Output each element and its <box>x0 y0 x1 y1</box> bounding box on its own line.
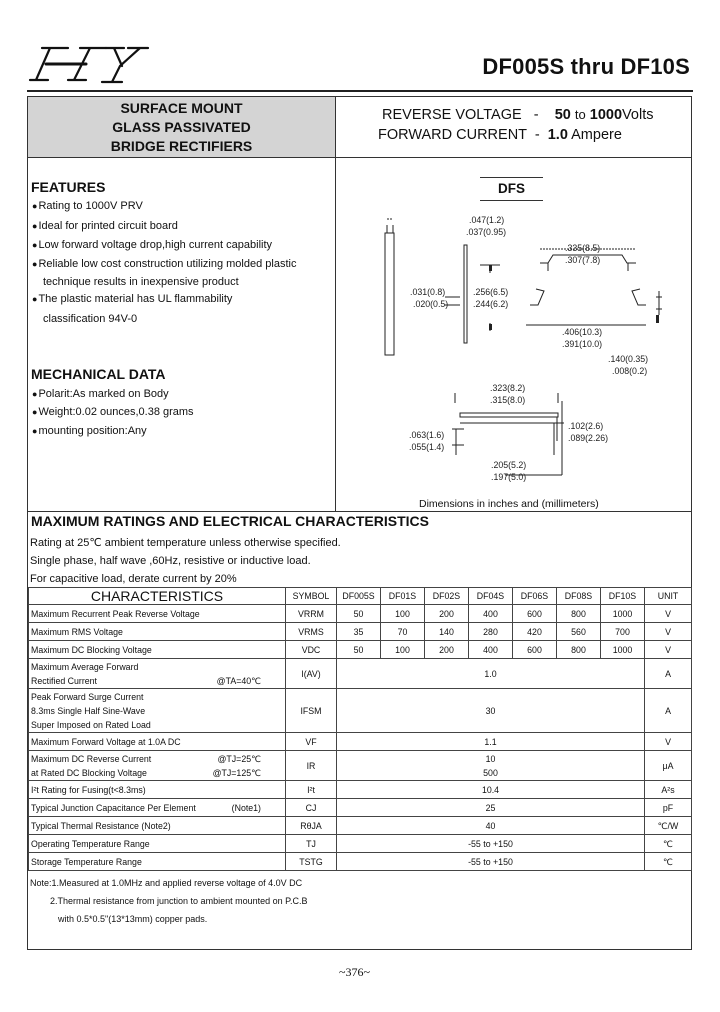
row-label: Maximum Forward Voltage at 1.0A DC <box>29 733 286 751</box>
rating-condition-note: Single phase, half wave ,60Hz, resistive or inductive load. <box>30 555 311 567</box>
footnote: Note:1.Measured at 1.0MHz and applied reverse voltage of 4.0V DC <box>30 878 303 888</box>
row-unit: V <box>645 641 692 659</box>
header-part: DF02S <box>425 588 469 605</box>
table-row <box>29 781 692 799</box>
cell-value: 100 <box>381 605 425 623</box>
cell-value: 1000 <box>601 641 645 659</box>
footnote: with 0.5*0.5"(13*13mm) copper pads. <box>58 914 208 924</box>
row-label <box>29 689 286 733</box>
cell-value: 70 <box>381 623 425 641</box>
feature-item: ●Low forward voltage drop,high current capability <box>32 239 273 251</box>
reverse-voltage-max: 1000 <box>589 107 623 123</box>
row-label-line: Rectified Current <box>31 675 98 686</box>
dimension-label: .008(0.2) <box>612 366 648 376</box>
description-line: GLASS PASSIVATED <box>112 118 251 135</box>
cell-value: -55 to +150 <box>337 853 645 871</box>
electrical-rating-box <box>336 97 691 158</box>
row-symbol: TJ <box>286 835 337 853</box>
header-part: DF08S <box>557 588 601 605</box>
cell-value: 600 <box>513 641 557 659</box>
cell-value: 400 <box>469 641 513 659</box>
row-label-line: Super Imposed on Rated Load <box>31 719 151 730</box>
row-condition: @TA=40℃ <box>216 675 261 686</box>
row-label: Storage Temperature Range <box>29 853 286 871</box>
part-range-title: DF005S thru DF10S <box>482 54 690 79</box>
table-row <box>29 733 692 751</box>
product-description-box <box>28 97 336 158</box>
table-row <box>29 817 692 835</box>
dimension-label: .089(2.26) <box>568 433 609 443</box>
package-name-label: DFS <box>480 177 543 201</box>
cell-value: 800 <box>557 605 601 623</box>
dash: - <box>533 107 539 123</box>
row-label <box>29 659 286 689</box>
header-part: DF06S <box>513 588 557 605</box>
feature-item: ●The plastic material has UL flammability <box>32 293 233 305</box>
row-label-line: Typical Junction Capacitance Per Element <box>31 802 196 813</box>
row-unit: μA <box>645 751 692 781</box>
row-label: Operating Temperature Range <box>29 835 286 853</box>
dimension-label: .047(1.2) <box>469 215 505 225</box>
row-label-line: Maximum Average Forward <box>31 661 139 672</box>
header-part: DF10S <box>601 588 645 605</box>
header-characteristics: CHARACTERISTICS <box>29 588 286 605</box>
cell-value: 100 <box>381 641 425 659</box>
row-condition: @TJ=25℃ <box>217 753 261 764</box>
row-label <box>29 751 286 781</box>
dimension-label: .307(7.8) <box>565 255 601 265</box>
dash: - <box>534 127 540 143</box>
cell-value: 700 <box>601 623 645 641</box>
row-symbol: I(AV) <box>286 659 337 689</box>
row-unit: ℃/W <box>645 817 692 835</box>
row-label-line: 8.3ms Single Half Sine-Wave <box>31 705 146 716</box>
row-unit: V <box>645 733 692 751</box>
cell-value: 560 <box>557 623 601 641</box>
row-condition: @TJ=125℃ <box>212 767 261 778</box>
row-label-line: Maximum DC Reverse Current <box>31 753 152 764</box>
dimension-label: .391(10.0) <box>562 339 603 349</box>
dimension-label: .140(0.35) <box>608 354 649 364</box>
svg-text:HY: HY <box>28 87 30 88</box>
forward-current-value: 1.0 <box>547 127 568 143</box>
dimension-label: .197(5.0) <box>491 472 527 482</box>
dimension-label: .323(8.2) <box>490 383 526 393</box>
characteristics-table <box>28 587 692 871</box>
cell-value: 1.1 <box>337 733 645 751</box>
table-row <box>29 799 692 817</box>
row-unit: A <box>645 689 692 733</box>
row-unit: A <box>645 659 692 689</box>
dimension-label: .037(0.95) <box>466 227 507 237</box>
row-symbol: I²t <box>286 781 337 799</box>
forward-current-line <box>378 127 622 143</box>
cell-value: 200 <box>425 605 469 623</box>
reverse-voltage-label: REVERSE VOLTAGE <box>382 107 522 123</box>
max-ratings-heading: MAXIMUM RATINGS AND ELECTRICAL CHARACTERISTICS <box>31 513 429 529</box>
cell-value: 1000 <box>601 605 645 623</box>
row-symbol: CJ <box>286 799 337 817</box>
row-condition: (Note1) <box>231 802 261 813</box>
cell-value-line: 10 <box>485 753 496 764</box>
dimension-label: .020(0.5) <box>413 299 449 309</box>
table-row <box>29 659 692 689</box>
dimension-label: .031(0.8) <box>410 287 446 297</box>
features-heading: FEATURES <box>31 179 106 195</box>
header-part: DF04S <box>469 588 513 605</box>
row-symbol: VF <box>286 733 337 751</box>
dimension-label: .256(6.5) <box>473 287 509 297</box>
dimension-label: .205(5.2) <box>491 460 527 470</box>
row-symbol: IFSM <box>286 689 337 733</box>
header-unit: UNIT <box>645 588 692 605</box>
feature-item-continued: technique results in inexpensive product <box>43 276 239 288</box>
cell-value: 420 <box>513 623 557 641</box>
dimension-label: .063(1.6) <box>409 430 445 440</box>
description-line: SURFACE MOUNT <box>120 99 243 116</box>
description-line: BRIDGE RECTIFIERS <box>110 137 253 154</box>
cell-value: 400 <box>469 605 513 623</box>
dimension-caption: Dimensions in inches and (millimeters) <box>419 498 599 510</box>
table-row <box>29 641 692 659</box>
dimension-label: .244(6.2) <box>473 299 509 309</box>
row-unit: ℃ <box>645 853 692 871</box>
column-divider <box>335 157 336 511</box>
table-header-row <box>29 588 692 605</box>
row-unit: V <box>645 623 692 641</box>
cell-value: 50 <box>337 605 381 623</box>
row-label: Maximum DC Blocking Voltage <box>29 641 286 659</box>
cell-value: 280 <box>469 623 513 641</box>
header-part: DF005S <box>337 588 381 605</box>
header-part: DF01S <box>381 588 425 605</box>
mechanical-item: ●mounting position:Any <box>32 425 147 437</box>
dimension-label: .055(1.4) <box>409 442 445 452</box>
package-outline-drawing <box>340 205 685 495</box>
dimension-label: .315(8.0) <box>490 395 526 405</box>
cell-value: 1.0 <box>337 659 645 689</box>
row-unit: pF <box>645 799 692 817</box>
mechanical-data-heading: MECHANICAL DATA <box>31 366 166 382</box>
cell-value: 30 <box>337 689 645 733</box>
table-row <box>29 689 692 733</box>
table-row <box>29 623 692 641</box>
cell-value: 50 <box>337 641 381 659</box>
row-unit: A²s <box>645 781 692 799</box>
row-symbol: IR <box>286 751 337 781</box>
row-label <box>29 799 286 817</box>
cell-value: 10.4 <box>337 781 645 799</box>
cell-value-line: 500 <box>483 767 498 778</box>
feature-item-continued: classification 94V-0 <box>43 313 138 325</box>
header-symbol: SYMBOL <box>286 588 337 605</box>
table-row <box>29 751 692 781</box>
cell-value: 35 <box>337 623 381 641</box>
rating-condition-note: For capacitive load, derate current by 20% <box>30 573 237 585</box>
feature-item: ●Ideal for printed circuit board <box>32 220 178 232</box>
hy-logo <box>28 42 163 88</box>
row-label: Maximum Recurrent Peak Reverse Voltage <box>29 605 286 623</box>
forward-current-unit: Ampere <box>571 127 622 143</box>
mechanical-item: ●Weight:0.02 ounces,0.38 grams <box>32 406 194 418</box>
cell-value: 140 <box>425 623 469 641</box>
cell-value: 200 <box>425 641 469 659</box>
cell-value: 600 <box>513 605 557 623</box>
cell-value <box>337 751 645 781</box>
rating-condition-note: Rating at 25℃ ambient temperature unless otherwise specified. <box>30 537 341 549</box>
reverse-voltage-unit: Volts <box>622 107 654 123</box>
cell-value: 40 <box>337 817 645 835</box>
reverse-voltage-min: 50 <box>554 107 571 123</box>
row-label-line: at Rated DC Blocking Voltage <box>31 767 147 778</box>
forward-current-label: FORWARD CURRENT <box>378 127 527 143</box>
row-label-line: Peak Forward Surge Current <box>31 691 144 702</box>
mechanical-item: ●Polarit:As marked on Body <box>32 388 169 400</box>
footnote: 2.Thermal resistance from junction to ambient mounted on P.C.B <box>50 896 308 906</box>
row-unit: ℃ <box>645 835 692 853</box>
row-symbol: VRMS <box>286 623 337 641</box>
to-word: to <box>574 107 586 122</box>
feature-item: ●Reliable low cost construction utilizing molded plastic <box>32 258 297 270</box>
row-symbol: RθJA <box>286 817 337 835</box>
dimension-label: .102(2.6) <box>568 421 604 431</box>
row-unit: V <box>645 605 692 623</box>
row-label: I²t Rating for Fusing(t<8.3ms) <box>29 781 286 799</box>
dimension-label: .406(10.3) <box>562 327 603 337</box>
dimension-label: .335(8.5) <box>565 243 601 253</box>
table-row <box>29 605 692 623</box>
row-label: Maximum RMS Voltage <box>29 623 286 641</box>
table-row <box>29 835 692 853</box>
header-rule <box>27 90 693 92</box>
cell-value: -55 to +150 <box>337 835 645 853</box>
row-symbol: VDC <box>286 641 337 659</box>
row-label: Typical Thermal Resistance (Note2) <box>29 817 286 835</box>
reverse-voltage-line <box>382 107 653 123</box>
page-number: ~376~ <box>339 965 370 979</box>
row-symbol: VRRM <box>286 605 337 623</box>
feature-item: ●Rating to 1000V PRV <box>32 200 143 212</box>
cell-value: 800 <box>557 641 601 659</box>
cell-value: 25 <box>337 799 645 817</box>
table-row <box>29 853 692 871</box>
row-symbol: TSTG <box>286 853 337 871</box>
